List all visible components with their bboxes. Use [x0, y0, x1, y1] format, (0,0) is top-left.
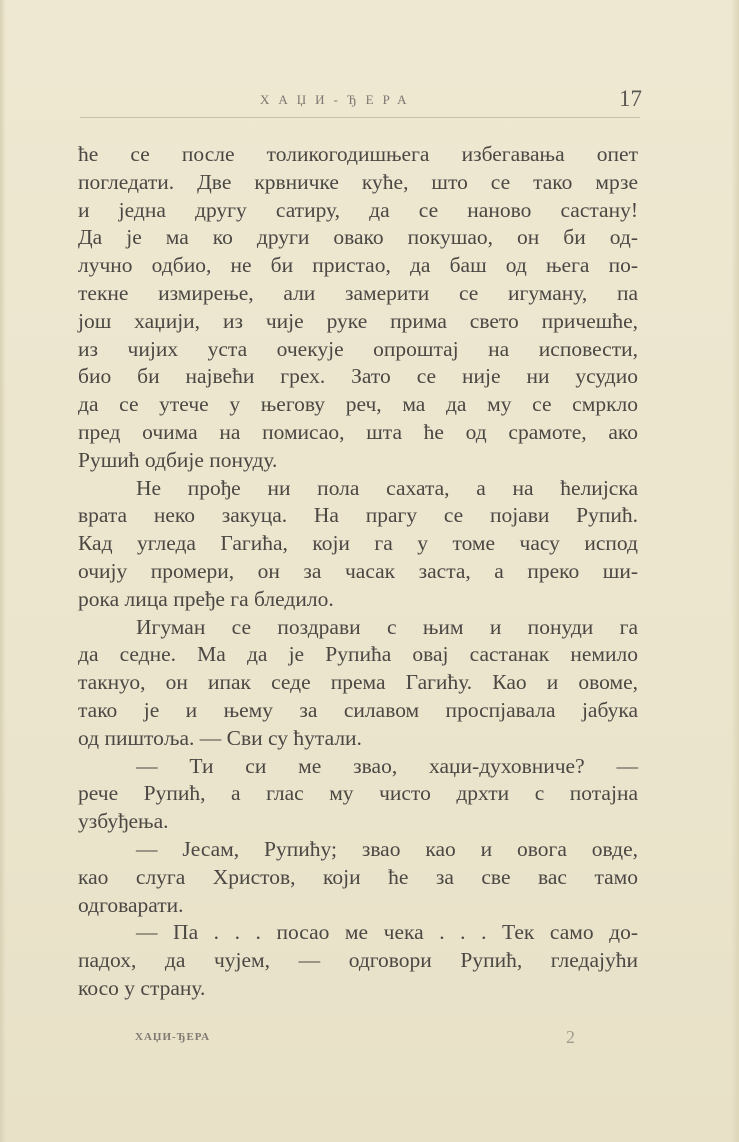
body-text: [78, 141, 638, 1003]
text-line: — Па . . . посао ме чека . . . Тек само до-: [136, 920, 638, 945]
text-line: Рушић одбије понуду.: [78, 447, 278, 472]
text-line: Да је ма ко други овако покушао, он би од-: [78, 225, 638, 250]
header-rule: [80, 117, 640, 118]
text-line: такнуо, он ипак седе према Гагићу. Као и овоме,: [78, 670, 638, 695]
running-title: ХАЏИ-ЂЕРА: [260, 92, 416, 107]
text-line: пред очима на помисао, шта ће од срамоте, ако: [78, 419, 638, 444]
page-header: [80, 86, 660, 116]
text-line: као слуга Христов, који ће за све вас тамо: [78, 864, 638, 889]
text-line: из чијих уста очекује опроштај на исповести,: [78, 336, 638, 361]
text-line: да се утече у његову реч, ма да му се смркло: [78, 392, 638, 417]
text-line: падох, да чујем, — одговори Рупић, гледајући: [78, 948, 638, 973]
text-line: Игуман се поздрави с њим и понуди га: [136, 614, 638, 639]
text-line: Кад угледа Гагића, који га у томе часу испод: [78, 531, 638, 556]
text-line: узбуђења.: [78, 809, 169, 834]
text-line: још хаџији, из чије руке прима свето причешће,: [78, 308, 638, 333]
text-line: текне измирење, али замерити се игуману, па: [78, 280, 638, 305]
text-line: Не прође ни пола сахата, а на ћелијска: [136, 475, 638, 500]
text-line: одговарати.: [78, 892, 184, 917]
text-line: — Јесам, Рупићу; звао као и овога овде,: [136, 836, 638, 861]
page-number: 17: [619, 86, 642, 111]
page-edge-right: [731, 0, 739, 1142]
text-line: од пиштоља. — Сви су ћутали.: [78, 725, 362, 750]
text-line: тако је и њему за силавом проспјавала јабука: [78, 697, 638, 722]
text-line: да седне. Ма да је Рупића овај састанак немило: [78, 642, 638, 667]
text-line: косо у страну.: [78, 975, 206, 1000]
text-line: рече Рупић, а глас му чисто дрхти с потајна: [78, 781, 638, 806]
text-line: — Ти си ме звао, хаџи-духовниче? —: [136, 753, 638, 778]
text-line: врата неко закуца. На прагу се појави Рупић.: [78, 503, 638, 528]
page-edge-left: [0, 0, 6, 1142]
text-line: био би највећи грех. Зато се није ни усудио: [78, 364, 638, 389]
signature-mark: ХАЏИ-ЂЕРА: [135, 1031, 211, 1043]
page-footer: [135, 1027, 575, 1051]
text-line: погледати. Две крвничке куће, што се тако мрзе: [78, 169, 638, 194]
sheet-number: 2: [566, 1027, 575, 1047]
text-line: ће се после толикогодишњега избегавања опет: [78, 142, 638, 166]
text-line: очију промери, он за часак заста, а преко ши-: [78, 558, 638, 583]
text-line: рока лица пређе га бледило.: [78, 586, 334, 611]
text-line: и једна другу сатиру, да се наново састану!: [78, 197, 638, 222]
text-line: лучно одбио, не би пристао, да баш од њега по-: [78, 253, 638, 278]
